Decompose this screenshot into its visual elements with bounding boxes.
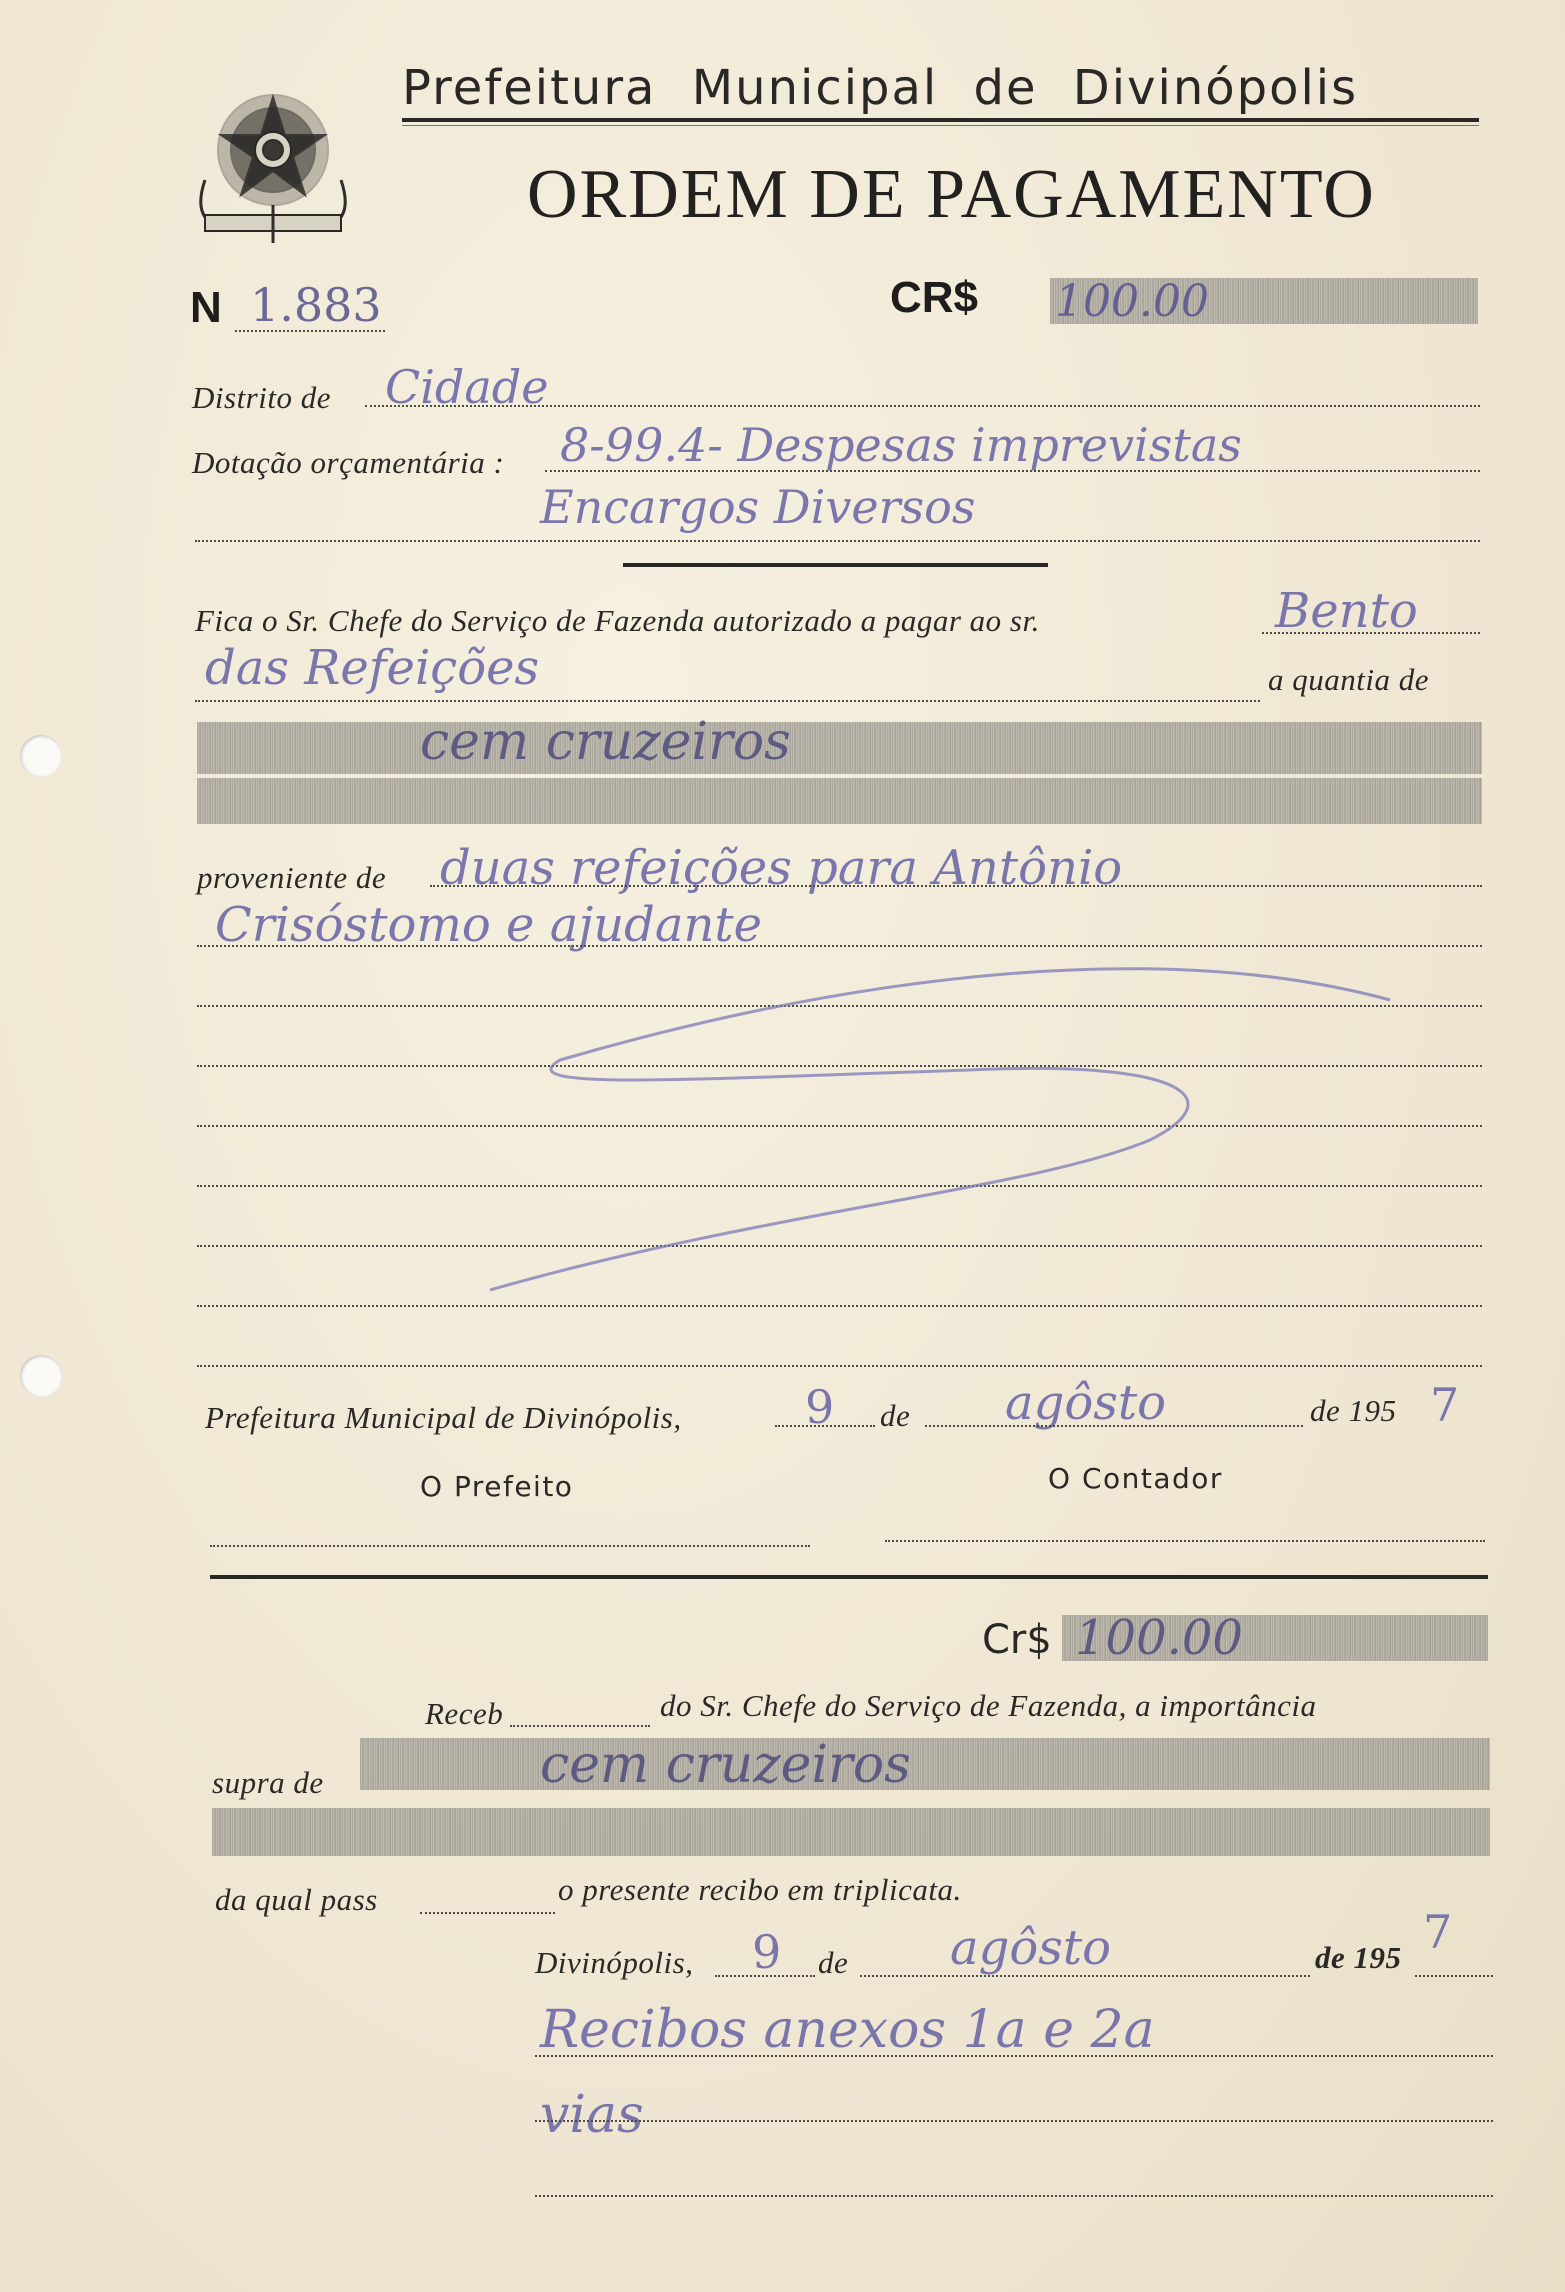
receipt-date-year-digit: 7 xyxy=(1423,1905,1453,1959)
payee-line-1: Bento xyxy=(1275,583,1418,639)
date-month: agôsto xyxy=(1005,1375,1167,1431)
proveniente-label: proveniente de xyxy=(197,860,387,895)
dotacao-line-2 xyxy=(195,540,1480,542)
payee-line-1-rule xyxy=(1262,632,1480,634)
supra-value: cem cruzeiros xyxy=(540,1735,911,1795)
number-line xyxy=(235,330,385,332)
date-year-prefix: de 195 xyxy=(1310,1393,1397,1428)
receipt-date-day: 9 xyxy=(752,1925,782,1979)
date-month-line xyxy=(925,1425,1303,1427)
blank-line xyxy=(197,1305,1482,1307)
qual-label: da qual pass xyxy=(215,1882,378,1917)
dotacao-value-2: Encargos Diversos xyxy=(540,480,976,534)
receipt-amount: 100.00 xyxy=(1075,1610,1243,1666)
contador-label: O Contador xyxy=(1048,1462,1223,1495)
receipt-date-month-line xyxy=(860,1975,1310,1977)
proveniente-value-1: duas refeições para Antônio xyxy=(440,840,1123,896)
order-number: 1.883 xyxy=(250,278,382,332)
receipt-currency-label: Cr$ xyxy=(982,1617,1052,1663)
header-rule-thin xyxy=(402,125,1479,126)
distrito-label: Distrito de xyxy=(192,380,331,415)
receipt-note-line-3 xyxy=(535,2195,1493,2197)
punch-hole-bottom xyxy=(20,1355,62,1397)
qual-line xyxy=(420,1912,555,1914)
date-de: de xyxy=(880,1398,911,1433)
receipt-date-place: Divinópolis, xyxy=(535,1945,694,1980)
receipt-note-1: Recibos anexos 1a e 2a xyxy=(540,2000,1155,2060)
cancellation-stroke xyxy=(470,950,1430,1300)
receipt-date-de: de xyxy=(818,1945,849,1980)
distrito-value: Cidade xyxy=(385,360,549,414)
number-label: N xyxy=(190,283,222,332)
contador-signature-line xyxy=(885,1540,1485,1542)
recibo-text: o presente recibo em triplicata. xyxy=(558,1872,962,1907)
document-title: ORDEM DE PAGAMENTO xyxy=(527,156,1376,233)
quantia-value: cem cruzeiros xyxy=(420,712,791,772)
prefeito-label: O Prefeito xyxy=(420,1470,574,1503)
quantia-label: a quantia de xyxy=(1268,662,1429,697)
dotacao-line-1 xyxy=(545,470,1480,472)
supra-field-1 xyxy=(360,1738,1490,1790)
proveniente-line-1 xyxy=(430,885,1482,887)
dotacao-value-1: 8-99.4- Despesas imprevistas xyxy=(560,418,1242,472)
date-day: 9 xyxy=(805,1380,835,1434)
date-place: Prefeitura Municipal de Divinópolis, xyxy=(205,1400,682,1435)
punch-hole-top xyxy=(20,735,62,777)
currency-label: CR$ xyxy=(890,273,979,322)
supra-label: supra de xyxy=(212,1765,324,1800)
date-year-digit: 7 xyxy=(1430,1378,1460,1432)
prefeito-signature-line xyxy=(210,1545,810,1547)
blank-line xyxy=(197,1365,1482,1367)
proveniente-line-2 xyxy=(197,945,1482,947)
receb-line xyxy=(510,1725,650,1727)
receipt-date-month: agôsto xyxy=(950,1920,1112,1976)
date-day-line xyxy=(775,1425,875,1427)
coat-of-arms-seal xyxy=(185,75,360,245)
receipt-from-text: do Sr. Chefe do Serviço de Fazenda, a importância xyxy=(660,1688,1317,1723)
autoriza-text: Fica o Sr. Chefe do Serviço de Fazenda autorizado a pagar ao sr. xyxy=(195,603,1040,638)
receipt-note-line-2 xyxy=(535,2120,1493,2122)
receipt-date-year-prefix: de 195 xyxy=(1315,1940,1402,1975)
dotacao-label: Dotação orçamentária : xyxy=(192,445,505,480)
receipt-date-day-line xyxy=(715,1975,815,1977)
quantia-field-1 xyxy=(197,722,1482,774)
receipt-note-line-1 xyxy=(535,2055,1493,2057)
receb-label: Receb xyxy=(425,1696,504,1731)
supra-field-2 xyxy=(212,1808,1490,1856)
section-divider xyxy=(623,563,1048,567)
quantia-field-2 xyxy=(197,778,1482,824)
receipt-divider xyxy=(210,1575,1488,1579)
receipt-date-year-line xyxy=(1415,1975,1493,1977)
payee-line-2: das Refeições xyxy=(205,640,540,696)
receipt-note-2: vias xyxy=(540,2085,644,2145)
org-title: Prefeitura Municipal de Divinópolis xyxy=(402,60,1359,116)
header-rule xyxy=(402,118,1479,122)
proveniente-value-2: Crisóstomo e ajudante xyxy=(215,897,763,953)
order-amount: 100.00 xyxy=(1055,276,1209,327)
payee-line-2-rule xyxy=(195,700,1260,702)
distrito-line xyxy=(365,405,1480,407)
